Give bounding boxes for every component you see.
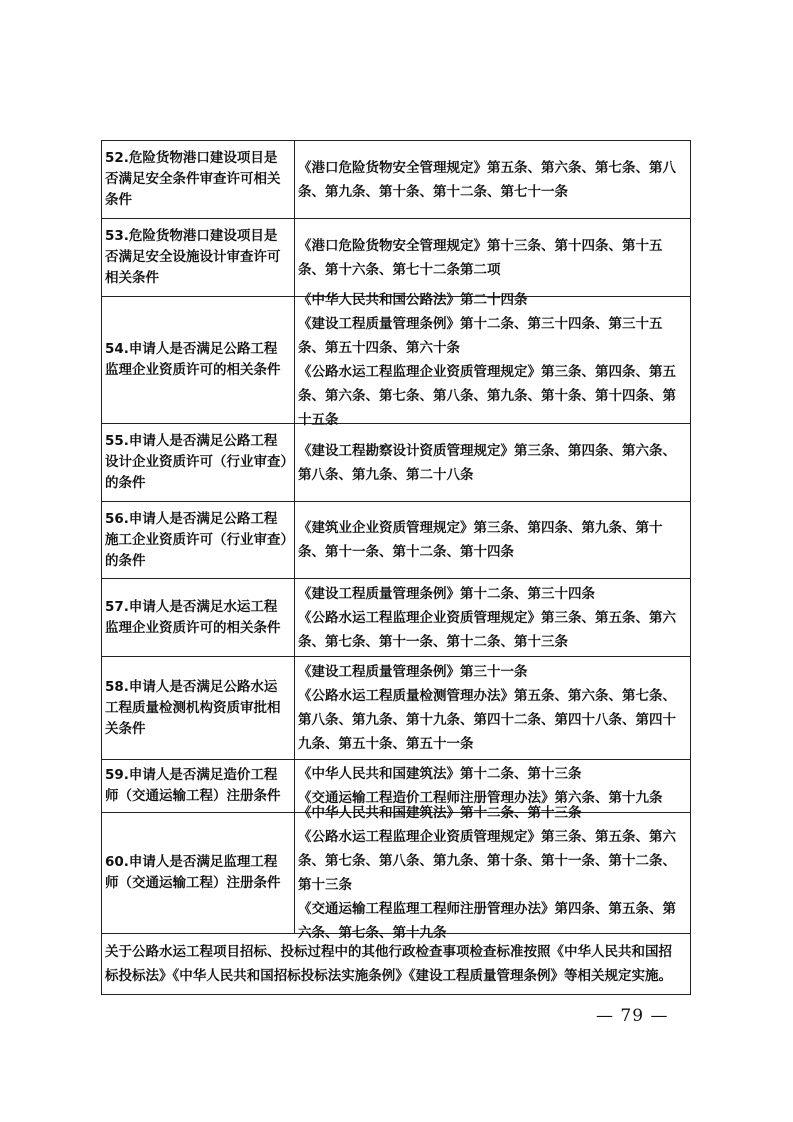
- basis-line: 《建设工程质量管理条例》第十二条、第三十四条: [298, 585, 595, 602]
- basis-line: 《公路水运工程监理企业资质管理规定》第三条、第四条、第五条、第六条、第七条、第八条、第九条、第十条、第十四条、第十五条: [298, 364, 676, 428]
- table-row: [102, 292, 690, 428]
- basis-line: 《中华人民共和国建筑法》第十二条、第十三条: [298, 805, 582, 821]
- item-cell: 60.申请人是否满足监理工程师（交通运输工程）注册条件: [102, 813, 295, 933]
- item-cell: 58.申请人是否满足公路水运工程质量检测机构资质审批相关条件: [102, 657, 295, 759]
- table-row: [102, 424, 690, 502]
- basis-line: 《中华人民共和国建筑法》第十二条、第十三条: [298, 766, 582, 782]
- basis-line: 《建设工程质量管理条例》第三十一条: [298, 664, 528, 680]
- basis-line: 《建筑业企业资质管理规定》第三条、第四条、第九条、第十条、第十一条、第十二条、第十四条: [298, 520, 663, 560]
- table-row: [102, 657, 690, 760]
- basis-line: 《建设工程勘察设计资质管理规定》第三条、第四条、第六条、第八条、第九条、第二十八条: [298, 442, 676, 483]
- basis-cell: [295, 502, 690, 578]
- footer-note: 关于公路水运工程项目招标、投标过程中的其他行政检查事项检查标准按照《中华人民共和国招标投标法》《中华人民共和国招标投标法实施条例》《建设工程质量管理条例》等相关规定实施。: [105, 944, 672, 984]
- regulations-table: [101, 140, 691, 995]
- basis-cell: [295, 141, 690, 218]
- basis-line: 《公路水运工程监理企业资质管理规定》第三条、第五条、第六条、第七条、第十一条、第十二条、第十三条: [298, 609, 676, 650]
- item-cell: 56.申请人是否满足公路工程施工企业资质许可（行业审查）的条件: [102, 502, 295, 578]
- item-cell: 59.申请人是否满足造价工程师（交通运输工程）注册条件: [102, 760, 295, 812]
- basis-cell: [295, 424, 690, 501]
- page-number: — 79 —: [596, 1006, 669, 1026]
- table-row: [102, 502, 690, 579]
- basis-line: 《港口危险货物安全管理规定》第十三条、第十四条、第十五条、第十六条、第七十二条第二项: [298, 237, 663, 278]
- basis-cell: [295, 805, 690, 941]
- basis-line: 《交通运输工程监理工程师注册管理办法》第四条、第五条、第六条、第七条、第十九条: [298, 901, 676, 941]
- table-row: [102, 934, 690, 994]
- item-cell: 53.危险货物港口建设项目是否满足安全设施设计审查许可相关条件: [102, 219, 295, 296]
- item-cell: 54.申请人是否满足公路工程监理企业资质许可的相关条件: [102, 297, 295, 423]
- item-cell: 55.申请人是否满足公路工程设计企业资质许可（行业审查）的条件: [102, 424, 295, 501]
- basis-cell: [295, 579, 690, 656]
- basis-cell: [295, 657, 690, 759]
- basis-line: 《港口危险货物安全管理规定》第五条、第六条、第七条、第八条、第九条、第十条、第十二条、第七十一条: [298, 159, 676, 200]
- basis-line: 《公路水运工程质量检测管理办法》第五条、第六条、第七条、第八条、第九条、第十九条、第四十二条、第四十八条、第四十九条、第五十条、第五十一条: [298, 688, 676, 752]
- basis-cell: [295, 219, 690, 296]
- table-row: [102, 219, 690, 297]
- table-row: [102, 805, 690, 941]
- table-row: [102, 141, 690, 219]
- basis-line: 《交通运输工程造价工程师注册管理办法》第六条、第十九条: [298, 790, 663, 806]
- item-cell: 52.危险货物港口建设项目是否满足安全条件审查许可相关条件: [102, 141, 295, 218]
- basis-line: 《公路水运工程监理企业资质管理规定》第三条、第五条、第六条、第七条、第八条、第九条、第十条、第十一条、第十二条、第十三条: [298, 829, 676, 893]
- basis-line: 《中华人民共和国公路法》第二十四条: [298, 292, 528, 308]
- basis-cell: [295, 292, 690, 428]
- table-row: [102, 579, 690, 657]
- item-cell: 57.申请人是否满足水运工程监理企业资质许可的相关条件: [102, 579, 295, 656]
- basis-line: 《建设工程质量管理条例》第十二条、第三十四条、第三十五条、第五十四条、第六十条: [298, 316, 663, 356]
